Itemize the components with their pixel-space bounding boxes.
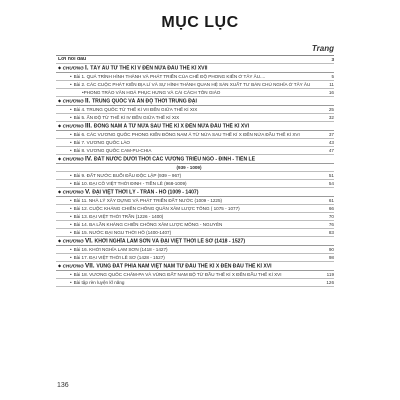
- toc-chapter-row[interactable]: [56, 237, 334, 246]
- toc-lesson-row[interactable]: [56, 147, 334, 155]
- toc-chapter-row[interactable]: [56, 97, 334, 106]
- period-label: [56, 165, 322, 171]
- chapter-word: CHƯƠNG: [62, 156, 85, 162]
- bullet-icon: •: [70, 131, 72, 137]
- entry-page-number: 43: [328, 139, 334, 145]
- entry-text: Bài 18. VƯƠNG QUỐC CHĂM-PA VÀ VÙNG ĐẤT NAM BỘ TỪ ĐẦU THẾ KỈ X ĐẾN ĐẦU THẾ KỈ XVI: [73, 272, 282, 278]
- entry-text: Bài 15. NƯỚC ĐẠI NGU THỜI HỒ (1400-1407): [73, 230, 172, 236]
- entry-text: Bài 12. CUỘC KHÁNG CHIẾN CHỐNG QUÂN XÂM LƯỢC TỐNG ( 1075 - 1077): [73, 206, 240, 212]
- bullet-icon: •: [70, 139, 72, 145]
- chapter-word: CHƯƠNG: [62, 189, 85, 195]
- entry-text: Bài 1. QUÁ TRÌNH HÌNH THÀNH VÀ PHÁT TRIỂN CỦA CHẾ ĐỘ PHONG KIẾN Ở TÂY ÂU....: [73, 73, 266, 79]
- diamond-icon: ◆: [58, 238, 62, 243]
- chapter-title: TÂY ÂU TỪ THẾ KỈ V ĐẾN NỬA ĐẦU THẾ KỈ XVII: [90, 65, 208, 72]
- toc-lesson-row[interactable]: [56, 279, 334, 287]
- entry-page-number: 11: [329, 81, 334, 87]
- chapter-heading: [58, 263, 322, 270]
- lesson-title: [70, 115, 322, 121]
- entry-text: Bài 13. ĐẠI VIỆT THỜI TRẦN (1226 - 1400): [73, 214, 164, 220]
- lesson-title: [70, 272, 322, 278]
- toc-lesson-row[interactable]: [56, 89, 334, 97]
- toc-chapter-row[interactable]: [56, 155, 334, 164]
- toc-lesson-row[interactable]: [56, 229, 334, 237]
- page-column-label: Trang: [311, 44, 334, 53]
- toc-lesson-row[interactable]: [56, 213, 334, 221]
- bullet-icon: •: [70, 272, 72, 278]
- chapter-heading: [58, 156, 322, 163]
- table-of-contents: [56, 55, 334, 287]
- toc-lesson-row[interactable]: [56, 139, 334, 147]
- toc-lesson-row[interactable]: [56, 246, 334, 254]
- toc-chapter-row[interactable]: [56, 122, 334, 131]
- toc-chapter-row[interactable]: [56, 64, 334, 73]
- toc-lesson-row[interactable]: [56, 114, 334, 122]
- toc-lesson-row[interactable]: [56, 106, 334, 114]
- entry-text: Bài 10. ĐẠI CỒ VIỆT THỜI ĐINH - TIỀN LÊ (968-1009): [73, 181, 187, 186]
- lesson-title: [70, 82, 322, 88]
- entry-page-number: 66: [328, 206, 334, 212]
- entry-page-number: 25: [328, 106, 334, 112]
- entry-text: Bài 11. NHÀ LÝ XÂY DỰNG VÀ PHÁT TRIỂN ĐẤT NƯỚC (1009 - 1225): [73, 198, 223, 204]
- chapter-number: VI.: [84, 238, 95, 245]
- lesson-title: [70, 206, 322, 212]
- entry-page-number: 37: [328, 131, 334, 137]
- chapter-title: VÙNG ĐẤT PHÍA NAM VIỆT NAM TỪ ĐẦU THẾ KỈ X ĐẾN ĐẦU THẾ KỈ XVI: [96, 263, 272, 270]
- bullet-icon: •: [70, 106, 72, 112]
- chapter-title: KHỞI NGHĨA LAM SƠN VÀ ĐẠI VIỆT THỜI LÊ SƠ (1418 - 1527): [94, 238, 246, 245]
- entry-page-number: 5: [331, 73, 334, 79]
- chapter-title: ĐÔNG NAM Á TỪ NỬA SAU THẾ KỈ X ĐẾN NỬA ĐẦU THẾ KỈ XVI: [93, 123, 250, 130]
- entry-text: Bài 6. CÁC VƯƠNG QUỐC PHONG KIẾN ĐÔNG NAM Á TỪ NỬA SAU THẾ KỈ X ĐẾN NỬA ĐẦU THẾ KỈ XVI: [73, 131, 300, 137]
- diamond-icon: ◆: [58, 97, 62, 103]
- bullet-icon: •: [70, 73, 72, 79]
- toc-intro-row[interactable]: [56, 56, 334, 64]
- lesson-title: [70, 247, 322, 253]
- bullet-icon: •: [70, 255, 72, 261]
- bullet-icon: •: [70, 181, 72, 186]
- entry-text: (939 - 1009): [176, 165, 202, 171]
- bullet-icon: •: [70, 280, 72, 286]
- toc-intro-label: Lời nói đầu: [58, 56, 87, 62]
- entry-text: Bài 4. TRUNG QUỐC TỪ THẾ KỈ VII ĐẾN GIỮA THẾ KỈ XIX: [73, 106, 198, 112]
- toc-lesson-row[interactable]: [56, 271, 334, 279]
- toc-lesson-row[interactable]: [56, 172, 334, 180]
- toc-lesson-row[interactable]: [56, 205, 334, 213]
- chapter-title: TRUNG QUỐC VÀ ẤN ĐỘ THỜI TRUNG ĐẠI: [92, 98, 197, 105]
- toc-lesson-row[interactable]: [56, 131, 334, 139]
- chapter-heading: [58, 98, 322, 105]
- entry-page-number: 54: [328, 181, 334, 186]
- entry-text: Bài 14. BA LẦN KHÁNG CHIẾN CHỐNG XÂM LƯỢC MÔNG - NGUYÊN: [73, 222, 223, 228]
- bullet-icon: •: [70, 114, 72, 120]
- chapter-number: II.: [84, 97, 93, 105]
- toc-lesson-row[interactable]: [56, 81, 334, 89]
- diamond-icon: ◆: [58, 64, 62, 70]
- toc-lesson-row[interactable]: [56, 180, 334, 188]
- toc-lesson-row[interactable]: [56, 197, 334, 205]
- bullet-icon: •: [70, 198, 72, 204]
- page-title: MỤC LỤC: [161, 14, 239, 31]
- entry-page-number: 70: [328, 214, 334, 220]
- lesson-title: [70, 280, 322, 286]
- entry-text: Bài 2. CÁC CUỘC PHÁT KIẾN ĐỊA LÍ VÀ SỰ HÌNH THÀNH QUAN HỆ SẢN XUẤT TƯ BẢN CHỦ NGHĨA Ở TÂY ÂU: [73, 81, 311, 87]
- diamond-icon: ◆: [58, 155, 62, 161]
- entry-text: Bài 5. ẤN ĐỘ TỪ THẾ KỈ IV ĐẾN GIỮA THẾ KỈ XIX: [73, 114, 180, 120]
- chapter-title: ĐẤT NƯỚC DƯỚI THỜI CÁC VƯƠNG TRIỀU NGÔ - ĐINH - TIỀN LÊ: [93, 156, 256, 163]
- lesson-title: [70, 74, 322, 80]
- entry-page-number: 32: [328, 114, 334, 120]
- entry-page-number: 90: [328, 247, 334, 253]
- chapter-title: ĐẠI VIỆT THỜI LÝ - TRẦN - HỒ (1009 - 1407): [92, 189, 199, 196]
- entry-page-number: 51: [328, 173, 334, 179]
- chapter-number: III.: [84, 122, 94, 130]
- lesson-title: [70, 181, 322, 187]
- page-number: 136: [57, 382, 69, 389]
- lesson-title: [70, 107, 322, 113]
- diamond-icon: ◆: [58, 122, 62, 128]
- entry-page-number: 16: [328, 89, 334, 95]
- toc-chapter-row[interactable]: [56, 262, 334, 271]
- entry-page-number: 119: [326, 272, 334, 278]
- entry-text: Bài 7. VƯƠNG QUỐC LÀO: [73, 139, 130, 145]
- lesson-title: [70, 230, 322, 236]
- chapter-number: V.: [84, 188, 93, 196]
- lesson-title: [70, 140, 322, 146]
- entry-page-number: 126: [326, 280, 334, 286]
- bullet-icon: •: [70, 147, 72, 153]
- bullet-icon: •: [70, 230, 72, 236]
- entry-page-number: 98: [328, 255, 334, 261]
- chapter-heading: [58, 238, 322, 245]
- lesson-title: [70, 173, 322, 179]
- lesson-title: [70, 198, 322, 204]
- chapter-heading: [58, 189, 322, 196]
- toc-period-row[interactable]: [56, 164, 334, 172]
- diamond-icon: ◆: [58, 188, 62, 194]
- entry-text: PHONG TRÀO VĂN HOÁ PHỤC HƯNG VÀ CẢI CÁCH TÔN GIÁO: [83, 89, 221, 95]
- entry-text: Bài tập rèn luyện kĩ năng: [73, 280, 125, 286]
- chapter-heading: [58, 123, 322, 130]
- lesson-title: [70, 148, 322, 154]
- toc-chapter-row[interactable]: [56, 188, 334, 197]
- chapter-heading: [58, 65, 322, 72]
- lesson-title: [70, 214, 322, 220]
- entry-text: Bài 8. VƯƠNG QUỐC CAM-PU-CHIA: [73, 147, 152, 153]
- chapter-number: I.: [84, 64, 91, 72]
- chapter-word: CHƯƠNG: [62, 238, 85, 244]
- entry-page-number: 47: [328, 147, 334, 153]
- chapter-word: CHƯƠNG: [62, 123, 85, 129]
- lesson-title: [70, 222, 322, 228]
- toc-intro-page: 3: [331, 56, 334, 62]
- entry-text: Bài 17. ĐẠI VIỆT THỜI LÊ SƠ (1428 - 1527): [73, 255, 165, 261]
- chapter-word: CHƯƠNG: [62, 98, 85, 104]
- bullet-icon: •: [70, 222, 72, 228]
- chapter-word: CHƯƠNG: [62, 65, 85, 71]
- entry-text: Bài 9. ĐẤT NƯỚC BUỔI ĐẦU ĐỘC LẬP (939 – 967): [73, 173, 182, 179]
- chapter-number: IV.: [84, 155, 94, 163]
- toc-lesson-row[interactable]: [56, 221, 334, 229]
- lesson-title: [82, 90, 322, 96]
- bullet-icon: •: [70, 214, 72, 220]
- lesson-title: [70, 255, 322, 261]
- bullet-icon: •: [70, 206, 72, 212]
- toc-lesson-row[interactable]: [56, 73, 334, 81]
- entry-page-number: 83: [328, 230, 334, 236]
- chapter-number: VII.: [84, 263, 97, 270]
- lesson-title: [70, 132, 322, 138]
- entry-page-number: 61: [328, 198, 334, 204]
- entry-text: Bài 16. KHỞI NGHĨA LAM SƠN (1418 - 1427): [73, 247, 168, 253]
- bullet-icon: •: [70, 81, 72, 87]
- bullet-icon: •: [70, 247, 72, 253]
- bullet-icon: •: [82, 89, 84, 95]
- chapter-word: CHƯƠNG: [62, 263, 85, 269]
- diamond-icon: ◆: [58, 263, 62, 269]
- entry-page-number: 76: [328, 222, 334, 228]
- bullet-icon: •: [70, 173, 72, 179]
- toc-lesson-row[interactable]: [56, 254, 334, 262]
